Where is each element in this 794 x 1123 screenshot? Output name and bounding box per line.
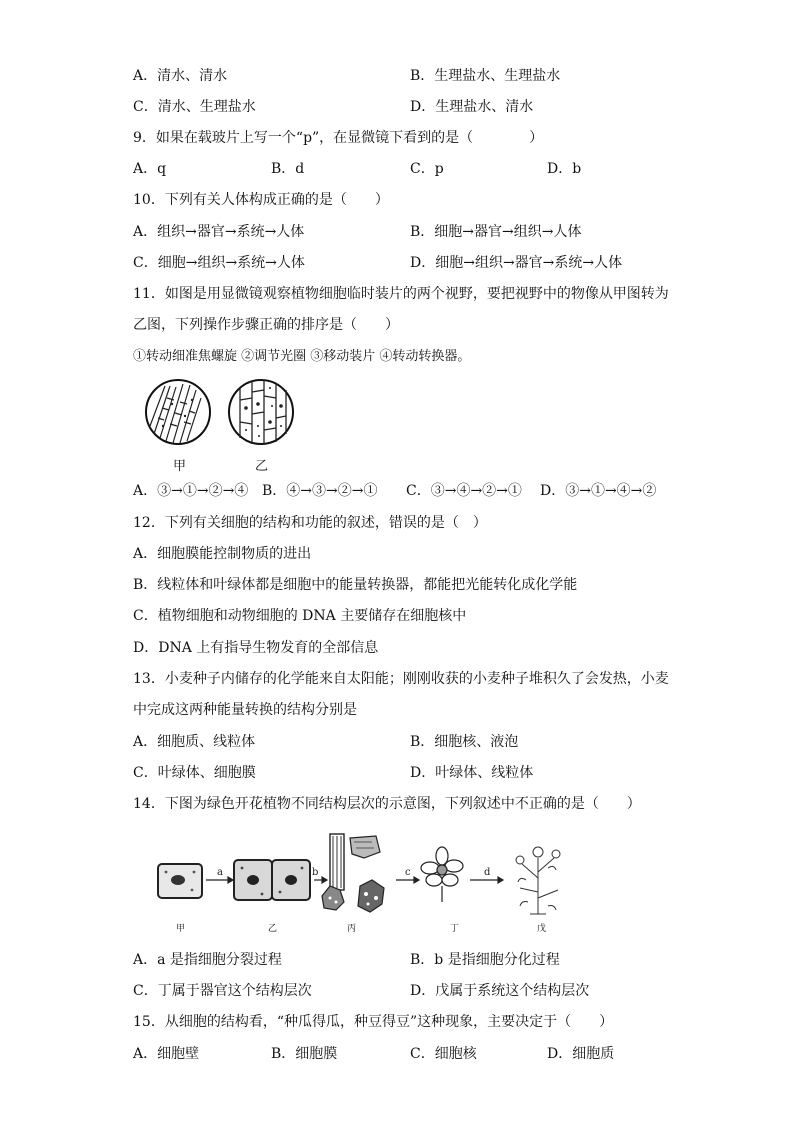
q11-stem-line2: 乙图，下列操作步骤正确的排序是（ ）: [133, 317, 399, 333]
arrow-label-d: d: [484, 867, 491, 878]
arrow-label-b: b: [312, 867, 319, 878]
q12-option-a: A．细胞膜能控制物质的进出: [133, 546, 312, 562]
q14-label-wu: 戊: [537, 924, 547, 934]
q15-option-c: C．细胞核: [410, 1046, 477, 1062]
q12-option-c: C．植物细胞和动物细胞的 DNA 主要储存在细胞核中: [133, 608, 467, 624]
q13-option-b: B．细胞核、液泡: [410, 734, 519, 750]
flower-ding-figure: [421, 847, 463, 902]
q9-option-b: B．d: [271, 161, 305, 177]
q8-option-d: D．生理盐水、清水: [410, 99, 534, 115]
q14-label-yi: 乙: [268, 924, 278, 934]
q15-option-a: A．细胞壁: [133, 1046, 200, 1062]
q12-option-d: D．DNA 上有指导生物发育的全部信息: [133, 640, 379, 656]
q15-option-b: B．细胞膜: [271, 1046, 338, 1062]
field-yi-figure: [229, 380, 293, 445]
q13-stem-line2: 中完成这两种能量转换的结构分别是: [133, 702, 357, 718]
q10-option-a: A．组织→器官→系统→人体: [133, 224, 305, 240]
q9-option-d: D．b: [547, 161, 582, 177]
cell-jia-figure: [158, 864, 202, 898]
q10-option-c: C．细胞→组织→系统→人体: [133, 255, 305, 271]
field-jia-figure: [146, 380, 210, 444]
q14-label-jia: 甲: [176, 924, 186, 934]
q9-option-c: C．p: [410, 161, 444, 177]
q10-option-b: B．细胞→器官→组织→人体: [410, 224, 582, 240]
q13-option-c: C．叶绿体、细胞膜: [133, 765, 256, 781]
q14-label-bing: 丙: [347, 924, 357, 934]
tissues-bing-figure: [322, 834, 384, 912]
q8-option-c: C．清水、生理盐水: [133, 99, 256, 115]
q9-stem: 9．如果在载玻片上写一个“p”，在显微镜下看到的是（ ）: [133, 130, 544, 146]
q15-option-d: D．细胞质: [547, 1046, 615, 1062]
q11-steps: ①转动细准焦螺旋 ②调节光圈 ③移动装片 ④转动转换器。: [133, 349, 471, 364]
q11-stem-line1: 11．如图是用显微镜观察植物细胞临时装片的两个视野，要把视野中的物像从甲图转为: [133, 286, 669, 302]
q11-option-c: C．③→④→②→①: [406, 483, 522, 499]
q13-stem-line1: 13．小麦种子内储存的化学能来自太阳能；刚刚收获的小麦种子堆积久了会发热，小麦: [133, 671, 669, 687]
q13-option-a: A．细胞质、线粒体: [133, 734, 256, 750]
cell-yi-figure: [234, 860, 310, 900]
q14-structure-levels-figure: [150, 828, 580, 918]
q11-label-jia: 甲: [173, 459, 187, 474]
q12-option-b: B．线粒体和叶绿体都是细胞中的能量转换器，都能把光能转化成化学能: [133, 577, 578, 593]
q11-microscope-fields: [140, 378, 305, 450]
q14-option-a: A．a 是指细胞分裂过程: [133, 952, 282, 968]
q11-option-b: B．④→③→②→①: [262, 483, 378, 499]
q9-option-a: A．q: [133, 161, 167, 177]
q11-option-d: D．③→①→④→②: [540, 483, 657, 499]
q13-option-d: D．叶绿体、线粒体: [410, 765, 534, 781]
q14-label-ding: 丁: [450, 924, 460, 934]
q14-option-c: C．丁属于器官这个结构层次: [133, 983, 312, 999]
q14-stem: 14．下图为绿色开花植物不同结构层次的示意图，下列叙述中不正确的是（ ）: [133, 796, 641, 812]
q8-option-b: B．生理盐水、生理盐水: [410, 68, 561, 84]
arrow-label-a: a: [217, 867, 223, 878]
q15-stem: 15．从细胞的结构看，“种瓜得瓜，种豆得豆”这种现象，主要决定于（ ）: [133, 1014, 614, 1030]
q10-stem: 10．下列有关人体构成正确的是（ ）: [133, 192, 389, 208]
q14-option-d: D．戊属于系统这个结构层次: [410, 983, 590, 999]
q11-label-yi: 乙: [255, 459, 269, 474]
arrow-label-c: c: [405, 867, 411, 878]
q8-option-a: A．清水、清水: [133, 68, 228, 84]
q10-option-d: D．细胞→组织→器官→系统→人体: [410, 255, 623, 271]
plant-wu-figure: [516, 847, 560, 914]
q12-stem: 12．下列有关细胞的结构和功能的叙述，错误的是（ ）: [133, 515, 487, 531]
q14-option-b: B．b 是指细胞分化过程: [410, 952, 560, 968]
q11-option-a: A．③→①→②→④: [133, 483, 249, 499]
